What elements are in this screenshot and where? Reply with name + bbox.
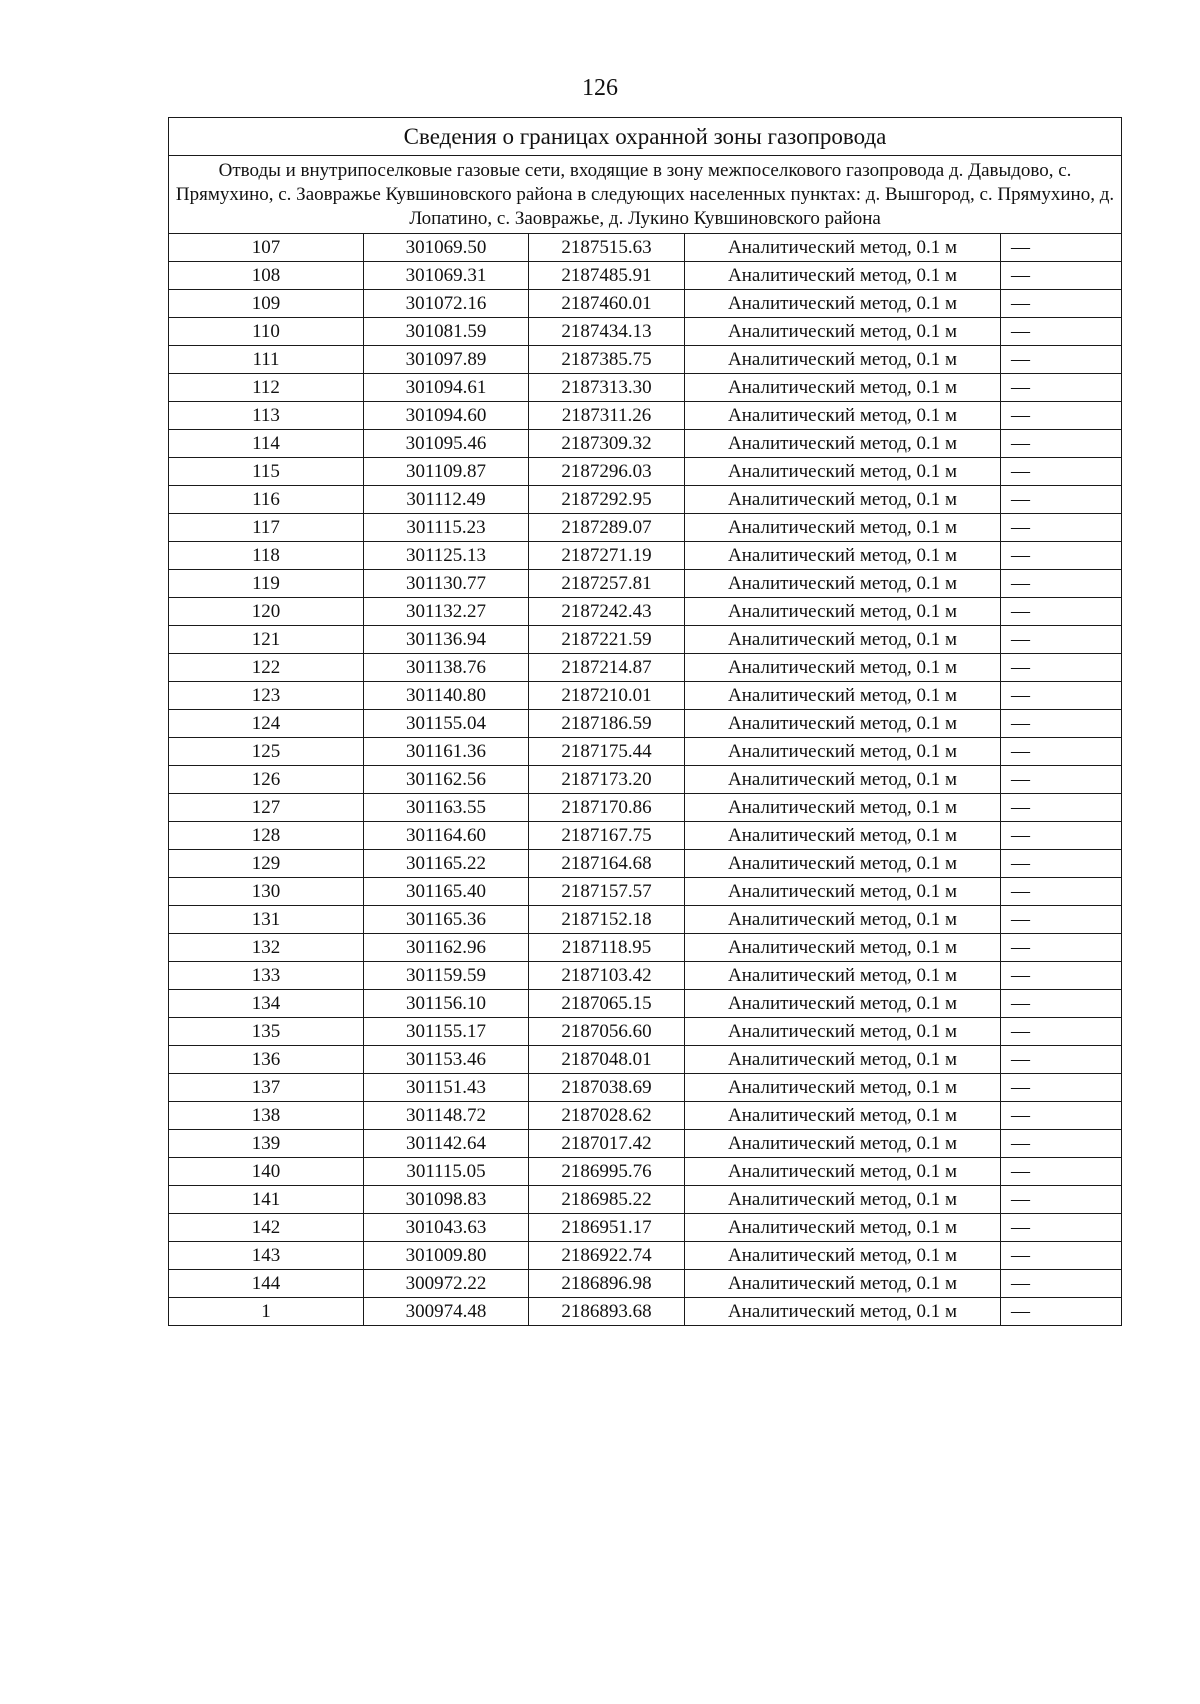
method-cell: Аналитический метод, 0.1 м (685, 290, 1001, 318)
method-cell: Аналитический метод, 0.1 м (685, 1186, 1001, 1214)
point-number-cell: 140 (169, 1158, 364, 1186)
table-row (169, 542, 1122, 570)
coord-y-cell: 2187065.15 (529, 990, 685, 1018)
table-row (169, 654, 1122, 682)
point-number-cell: 127 (169, 794, 364, 822)
table-title-row (169, 118, 1122, 156)
table-row (169, 682, 1122, 710)
point-number-cell: 135 (169, 1018, 364, 1046)
note-cell: — (1001, 1018, 1122, 1046)
note-cell: — (1001, 598, 1122, 626)
method-cell: Аналитический метод, 0.1 м (685, 682, 1001, 710)
method-cell: Аналитический метод, 0.1 м (685, 654, 1001, 682)
table-row (169, 794, 1122, 822)
coord-y-cell: 2187313.30 (529, 374, 685, 402)
note-cell: — (1001, 1298, 1122, 1326)
point-number-cell: 131 (169, 906, 364, 934)
coord-x-cell: 301072.16 (364, 290, 529, 318)
note-cell: — (1001, 486, 1122, 514)
note-cell: — (1001, 738, 1122, 766)
point-number-cell: 133 (169, 962, 364, 990)
table-row (169, 766, 1122, 794)
method-cell: Аналитический метод, 0.1 м (685, 766, 1001, 794)
coord-x-cell: 301161.36 (364, 738, 529, 766)
table-row (169, 234, 1122, 262)
note-cell: — (1001, 1270, 1122, 1298)
method-cell: Аналитический метод, 0.1 м (685, 934, 1001, 962)
table-row (169, 486, 1122, 514)
table-row (169, 514, 1122, 542)
coord-y-cell: 2187385.75 (529, 346, 685, 374)
point-number-cell: 110 (169, 318, 364, 346)
table-row (169, 990, 1122, 1018)
coord-x-cell: 301165.40 (364, 878, 529, 906)
note-cell: — (1001, 1242, 1122, 1270)
coord-x-cell: 301130.77 (364, 570, 529, 598)
note-cell: — (1001, 1074, 1122, 1102)
coord-x-cell: 301165.36 (364, 906, 529, 934)
note-cell: — (1001, 1130, 1122, 1158)
note-cell: — (1001, 430, 1122, 458)
method-cell: Аналитический метод, 0.1 м (685, 514, 1001, 542)
table-title: Сведения о границах охранной зоны газопровода (169, 118, 1122, 156)
point-number-cell: 128 (169, 822, 364, 850)
table-row (169, 262, 1122, 290)
coord-y-cell: 2187434.13 (529, 318, 685, 346)
coord-y-cell: 2186951.17 (529, 1214, 685, 1242)
method-cell: Аналитический метод, 0.1 м (685, 962, 1001, 990)
coord-y-cell: 2187152.18 (529, 906, 685, 934)
note-cell: — (1001, 906, 1122, 934)
boundary-table (168, 117, 1122, 1326)
coord-y-cell: 2187167.75 (529, 822, 685, 850)
point-number-cell: 112 (169, 374, 364, 402)
method-cell: Аналитический метод, 0.1 м (685, 1214, 1001, 1242)
coord-y-cell: 2187056.60 (529, 1018, 685, 1046)
table-subtitle: Отводы и внутрипоселковые газовые сети, входящие в зону межпоселкового газопровода д. Давыдово, с. Прямухино, с. Заовражье Кувшиновского района в следующих населенных пунктах: д. Вышгород, с. Прямухино, д. Лопатино, с. Заовражье, д. Лукино Кувшиновского района (169, 156, 1122, 234)
point-number-cell: 109 (169, 290, 364, 318)
note-cell: — (1001, 234, 1122, 262)
method-cell: Аналитический метод, 0.1 м (685, 906, 1001, 934)
coord-x-cell: 301148.72 (364, 1102, 529, 1130)
coord-y-cell: 2187118.95 (529, 934, 685, 962)
table-row (169, 710, 1122, 738)
method-cell: Аналитический метод, 0.1 м (685, 542, 1001, 570)
coord-y-cell: 2187242.43 (529, 598, 685, 626)
table-row (169, 934, 1122, 962)
coord-y-cell: 2187103.42 (529, 962, 685, 990)
method-cell: Аналитический метод, 0.1 м (685, 1046, 1001, 1074)
note-cell: — (1001, 290, 1122, 318)
note-cell: — (1001, 1186, 1122, 1214)
coord-y-cell: 2187017.42 (529, 1130, 685, 1158)
method-cell: Аналитический метод, 0.1 м (685, 738, 1001, 766)
method-cell: Аналитический метод, 0.1 м (685, 374, 1001, 402)
note-cell: — (1001, 850, 1122, 878)
coord-x-cell: 301098.83 (364, 1186, 529, 1214)
method-cell: Аналитический метод, 0.1 м (685, 1018, 1001, 1046)
table-row (169, 1214, 1122, 1242)
note-cell: — (1001, 374, 1122, 402)
page-number: 126 (582, 75, 618, 101)
coord-x-cell: 300974.48 (364, 1298, 529, 1326)
table-row (169, 598, 1122, 626)
point-number-cell: 111 (169, 346, 364, 374)
method-cell: Аналитический метод, 0.1 м (685, 1102, 1001, 1130)
coord-y-cell: 2187271.19 (529, 542, 685, 570)
coord-x-cell: 301115.05 (364, 1158, 529, 1186)
table-row (169, 1298, 1122, 1326)
point-number-cell: 138 (169, 1102, 364, 1130)
point-number-cell: 107 (169, 234, 364, 262)
method-cell: Аналитический метод, 0.1 м (685, 262, 1001, 290)
method-cell: Аналитический метод, 0.1 м (685, 794, 1001, 822)
point-number-cell: 132 (169, 934, 364, 962)
coord-y-cell: 2187186.59 (529, 710, 685, 738)
method-cell: Аналитический метод, 0.1 м (685, 990, 1001, 1018)
coord-y-cell: 2187038.69 (529, 1074, 685, 1102)
point-number-cell: 116 (169, 486, 364, 514)
coord-x-cell: 301112.49 (364, 486, 529, 514)
coord-y-cell: 2186922.74 (529, 1242, 685, 1270)
point-number-cell: 139 (169, 1130, 364, 1158)
coord-y-cell: 2187515.63 (529, 234, 685, 262)
coord-x-cell: 301095.46 (364, 430, 529, 458)
coord-x-cell: 301142.64 (364, 1130, 529, 1158)
method-cell: Аналитический метод, 0.1 м (685, 1298, 1001, 1326)
note-cell: — (1001, 962, 1122, 990)
note-cell: — (1001, 626, 1122, 654)
note-cell: — (1001, 794, 1122, 822)
method-cell: Аналитический метод, 0.1 м (685, 1242, 1001, 1270)
point-number-cell: 134 (169, 990, 364, 1018)
table-row (169, 570, 1122, 598)
table-row (169, 1102, 1122, 1130)
coord-x-cell: 301115.23 (364, 514, 529, 542)
coord-x-cell: 301136.94 (364, 626, 529, 654)
coord-y-cell: 2187157.57 (529, 878, 685, 906)
table-row (169, 822, 1122, 850)
coord-y-cell: 2187214.87 (529, 654, 685, 682)
table-row (169, 290, 1122, 318)
note-cell: — (1001, 878, 1122, 906)
coord-y-cell: 2187221.59 (529, 626, 685, 654)
point-number-cell: 115 (169, 458, 364, 486)
point-number-cell: 142 (169, 1214, 364, 1242)
coord-x-cell: 301156.10 (364, 990, 529, 1018)
coord-y-cell: 2187173.20 (529, 766, 685, 794)
table-row (169, 738, 1122, 766)
note-cell: — (1001, 1046, 1122, 1074)
table-row (169, 626, 1122, 654)
point-number-cell: 130 (169, 878, 364, 906)
note-cell: — (1001, 1214, 1122, 1242)
table-row (169, 430, 1122, 458)
table-row (169, 1018, 1122, 1046)
method-cell: Аналитический метод, 0.1 м (685, 402, 1001, 430)
coord-x-cell: 301069.50 (364, 234, 529, 262)
coord-x-cell: 301109.87 (364, 458, 529, 486)
table-row (169, 374, 1122, 402)
method-cell: Аналитический метод, 0.1 м (685, 626, 1001, 654)
note-cell: — (1001, 542, 1122, 570)
coord-x-cell: 301162.56 (364, 766, 529, 794)
coord-x-cell: 301153.46 (364, 1046, 529, 1074)
coord-y-cell: 2187485.91 (529, 262, 685, 290)
method-cell: Аналитический метод, 0.1 м (685, 1158, 1001, 1186)
point-number-cell: 125 (169, 738, 364, 766)
coord-y-cell: 2187210.01 (529, 682, 685, 710)
table-body (169, 118, 1122, 1326)
point-number-cell: 129 (169, 850, 364, 878)
coord-y-cell: 2187170.86 (529, 794, 685, 822)
coord-x-cell: 301155.17 (364, 1018, 529, 1046)
coord-y-cell: 2187164.68 (529, 850, 685, 878)
point-number-cell: 124 (169, 710, 364, 738)
point-number-cell: 119 (169, 570, 364, 598)
point-number-cell: 123 (169, 682, 364, 710)
point-number-cell: 141 (169, 1186, 364, 1214)
table-row (169, 1074, 1122, 1102)
note-cell: — (1001, 514, 1122, 542)
coord-y-cell: 2187460.01 (529, 290, 685, 318)
coord-x-cell: 301097.89 (364, 346, 529, 374)
note-cell: — (1001, 1102, 1122, 1130)
coord-x-cell: 301069.31 (364, 262, 529, 290)
coord-x-cell: 301163.55 (364, 794, 529, 822)
note-cell: — (1001, 822, 1122, 850)
table-row (169, 1242, 1122, 1270)
coord-y-cell: 2187028.62 (529, 1102, 685, 1130)
table-row (169, 1046, 1122, 1074)
method-cell: Аналитический метод, 0.1 м (685, 346, 1001, 374)
method-cell: Аналитический метод, 0.1 м (685, 430, 1001, 458)
point-number-cell: 136 (169, 1046, 364, 1074)
method-cell: Аналитический метод, 0.1 м (685, 850, 1001, 878)
coord-y-cell: 2187048.01 (529, 1046, 685, 1074)
method-cell: Аналитический метод, 0.1 м (685, 318, 1001, 346)
note-cell: — (1001, 402, 1122, 430)
point-number-cell: 126 (169, 766, 364, 794)
coord-x-cell: 301162.96 (364, 934, 529, 962)
coord-y-cell: 2187309.32 (529, 430, 685, 458)
point-number-cell: 118 (169, 542, 364, 570)
note-cell: — (1001, 346, 1122, 374)
note-cell: — (1001, 318, 1122, 346)
table-row (169, 1270, 1122, 1298)
table-row (169, 878, 1122, 906)
coord-x-cell: 301164.60 (364, 822, 529, 850)
point-number-cell: 120 (169, 598, 364, 626)
table-row (169, 906, 1122, 934)
point-number-cell: 114 (169, 430, 364, 458)
table-row (169, 346, 1122, 374)
note-cell: — (1001, 458, 1122, 486)
coord-y-cell: 2187292.95 (529, 486, 685, 514)
coord-y-cell: 2187257.81 (529, 570, 685, 598)
coord-x-cell: 301081.59 (364, 318, 529, 346)
coord-x-cell: 301140.80 (364, 682, 529, 710)
table-row (169, 850, 1122, 878)
method-cell: Аналитический метод, 0.1 м (685, 1074, 1001, 1102)
method-cell: Аналитический метод, 0.1 м (685, 570, 1001, 598)
note-cell: — (1001, 262, 1122, 290)
coord-x-cell: 301132.27 (364, 598, 529, 626)
coord-x-cell: 301094.60 (364, 402, 529, 430)
table-row (169, 318, 1122, 346)
coord-y-cell: 2186896.98 (529, 1270, 685, 1298)
coord-y-cell: 2187175.44 (529, 738, 685, 766)
coord-y-cell: 2186985.22 (529, 1186, 685, 1214)
coord-x-cell: 301125.13 (364, 542, 529, 570)
point-number-cell: 122 (169, 654, 364, 682)
table-row (169, 1130, 1122, 1158)
note-cell: — (1001, 1158, 1122, 1186)
point-number-cell: 144 (169, 1270, 364, 1298)
coord-x-cell: 301043.63 (364, 1214, 529, 1242)
method-cell: Аналитический метод, 0.1 м (685, 1270, 1001, 1298)
coord-y-cell: 2187296.03 (529, 458, 685, 486)
method-cell: Аналитический метод, 0.1 м (685, 1130, 1001, 1158)
note-cell: — (1001, 654, 1122, 682)
note-cell: — (1001, 990, 1122, 1018)
method-cell: Аналитический метод, 0.1 м (685, 878, 1001, 906)
table-row (169, 962, 1122, 990)
note-cell: — (1001, 710, 1122, 738)
note-cell: — (1001, 766, 1122, 794)
coord-y-cell: 2187311.26 (529, 402, 685, 430)
coord-x-cell: 300972.22 (364, 1270, 529, 1298)
coord-x-cell: 301094.61 (364, 374, 529, 402)
coord-y-cell: 2186893.68 (529, 1298, 685, 1326)
point-number-cell: 117 (169, 514, 364, 542)
coord-x-cell: 301155.04 (364, 710, 529, 738)
method-cell: Аналитический метод, 0.1 м (685, 598, 1001, 626)
table-row (169, 458, 1122, 486)
table-subtitle-row (169, 156, 1122, 234)
table-row (169, 1158, 1122, 1186)
point-number-cell: 113 (169, 402, 364, 430)
point-number-cell: 137 (169, 1074, 364, 1102)
point-number-cell: 108 (169, 262, 364, 290)
table-row (169, 402, 1122, 430)
method-cell: Аналитический метод, 0.1 м (685, 486, 1001, 514)
coord-x-cell: 301151.43 (364, 1074, 529, 1102)
coord-x-cell: 301009.80 (364, 1242, 529, 1270)
coord-x-cell: 301165.22 (364, 850, 529, 878)
method-cell: Аналитический метод, 0.1 м (685, 458, 1001, 486)
coord-x-cell: 301138.76 (364, 654, 529, 682)
table-row (169, 1186, 1122, 1214)
method-cell: Аналитический метод, 0.1 м (685, 822, 1001, 850)
point-number-cell: 143 (169, 1242, 364, 1270)
note-cell: — (1001, 934, 1122, 962)
method-cell: Аналитический метод, 0.1 м (685, 710, 1001, 738)
note-cell: — (1001, 682, 1122, 710)
coord-y-cell: 2187289.07 (529, 514, 685, 542)
note-cell: — (1001, 570, 1122, 598)
point-number-cell: 121 (169, 626, 364, 654)
point-number-cell: 1 (169, 1298, 364, 1326)
coord-x-cell: 301159.59 (364, 962, 529, 990)
method-cell: Аналитический метод, 0.1 м (685, 234, 1001, 262)
coord-y-cell: 2186995.76 (529, 1158, 685, 1186)
